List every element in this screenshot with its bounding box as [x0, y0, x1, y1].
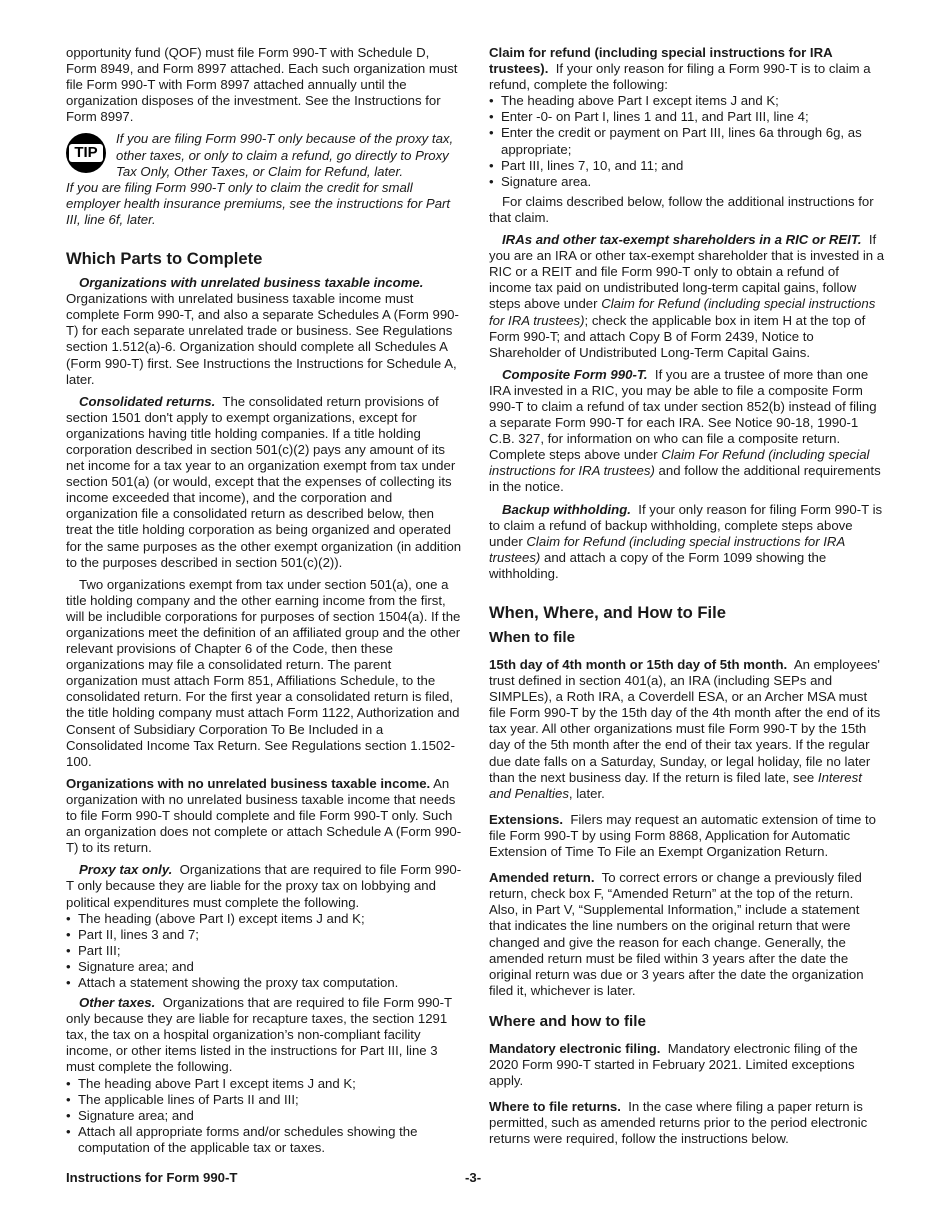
list-item: • Part II, lines 3 and 7;: [66, 927, 462, 943]
backup-paragraph: Backup withholding. If your only reason for filing Form 990-T is to claim a refund of backup withholding, complete steps above under Claim for Refund (including special instructions for IRA trustees) and attach a copy of the Form 1099 showing the withholding.: [489, 501, 883, 581]
footer-page-number: -3-: [465, 1170, 482, 1185]
list-item: • The heading above Part I except items J and K;: [66, 1076, 462, 1092]
other-taxes-paragraph: Other taxes. Organizations that are required to file Form 990-T only because they are liable for recapture taxes, the section 1291 tax, the tax on a hospital organization’s non-compliant facility income, or other items listed in the instructions for Part III, line 3 must complete the following.: [66, 995, 452, 1075]
due-date-paragraph: 15th day of 4th month or 15th day of 5th month. An employees' trust defined in section 401(a), an IRA (including SEPs and SIMPLEs), a Roth IRA, a Coverdell ESA, or an Archer MSA must file Form 990-T by the 15th day of the 4th month after the end of its tax year. All other organizations must file Form 990-T by the 15th day of the 5th month after the end of their tax years. If the regular due date falls on a Saturday, Sunday, or legal holiday, file no later than the next business day. If the return is filed late, see Interest and Penalties, later.: [489, 657, 881, 801]
tip-text-2: If you are filing Form 990-T only to claim the credit for small employer health insurance premiums, see the instructions for Part III, line 6f, later.: [66, 179, 451, 227]
list-item: • Signature area; and: [66, 1108, 462, 1124]
list-item: • Attach a statement showing the proxy tax computation.: [66, 975, 462, 991]
no-ubti-paragraph: Organizations with no unrelated business taxable income. An organization with no unrelated business taxable income that needs to file Form 990-T should complete and file Form 990-T only. Such an organization does not complete or attach Schedule A (Form 990-T) to its return.: [66, 775, 462, 856]
heading-which-parts: Which Parts to Complete: [66, 249, 263, 269]
qof-paragraph: opportunity fund (QOF) must file Form 990-T with Schedule D, Form 8949, and Form 8997 attached. Each such organization must file Form 990-T with Form 8997 attached annually until the organization disposes of the investment. See the Instructions for Form 8997.: [66, 45, 458, 125]
other-taxes-list: [66, 1076, 462, 1156]
composite-paragraph: Composite Form 990-T. If you are a trustee of more than one IRA invested in a RIC, you may be able to file a composite Form 990-T to claim a refund of tax under section 852(b) instead of filing a separate Form 990-T for each IRA. See Notice 90-18, 1990-1 C.B. 327, for information on who can file a composite return. Complete steps above under Claim For Refund (including special instructions for IRA trustees) and follow the additional requirements in the notice.: [489, 366, 881, 495]
heading-when-where-how: When, Where, and How to File: [489, 603, 726, 622]
ubti-paragraph: Organizations with unrelated business taxable income. Organizations with unrelated business taxable income must complete Form 990-T, and also a separate Schedules A (Form 990-T) for each separate unrelated trade or business. See Regulations section 1.512(a)-6. Organization should complete all Schedules A (Form 990-T) first. See Instructions the Instructions for Schedule A, later.: [66, 275, 459, 387]
list-item: • The applicable lines of Parts II and III;: [66, 1092, 462, 1108]
claim-list: [489, 93, 885, 190]
tip-block: [66, 131, 462, 228]
tip-text-1: If you are filing Form 990-T only because of the proxy tax, other taxes, or only to claim a refund, go directly to Proxy Tax Only, Other Taxes, or Claim for Refund, later.: [116, 131, 454, 179]
proxy-list: [66, 911, 462, 991]
list-item: • Signature area.: [489, 174, 885, 190]
two-orgs-paragraph: Two organizations exempt from tax under section 501(a), one a title holding company and the other earning income from the first, will be includible corporations for purposes of section 1504(a). If the organizations meet the definition of an affiliated group and the other relevant provisions of Chapter 6 of the Code, then these organizations may file a consolidated return. The parent organization must attach Form 851, Affiliations Schedule, to the consolidated return. For the first year a consolidated return is filed, the title holding company must attach Form 1122, Authorization and Consent of Subsidiary Corporation To Be Included in a Consolidated Income Tax Return. See Regulations section 1.1502-100.: [66, 576, 461, 769]
list-item: • Signature area; and: [66, 959, 462, 975]
mandatory-efile-paragraph: Mandatory electronic filing. Mandatory electronic filing of the 2020 Form 990-T started in February 2021. Limited exceptions apply.: [489, 1040, 858, 1089]
heading-where-how-to-file: Where and how to file: [489, 1012, 646, 1030]
extensions-paragraph: Extensions. Filers may request an automatic extension of time to file Form 990-T by using Form 8868, Application for Automatic Extension of Time To File an Exempt Organization Return.: [489, 811, 877, 860]
amended-paragraph: Amended return. To correct errors or change a previously filed return, check box F, “Amended Return” at the top of the return. Also, in Part V, “Supplemental Information,” include a statement that indicates the line numbers on the original return that were changed and give the reason for each change. Generally, the amended return must be filed within 3 years after the date the original return was due or 3 years after the date the organization filed it, whichever is later.: [489, 870, 864, 998]
consolidated-paragraph: Consolidated returns. The consolidated return provisions of section 1501 don't apply to exempt organizations, except for organizations having title holding companies. If a title holding corporation described in section 501(c)(2) pays any amount of its net income for a tax year to an organization exempt from tax under section 501(a) (or would, except that the expenses of collecting its income exceeded that income), and the corporation and organization file a consolidated return as described below, then treat the title holding corporation as being organized and operated for the same purposes as the other exempt organization (in addition to the purposes described in section 501(c)(2)).: [66, 393, 462, 570]
list-item: • Enter the credit or payment on Part III, lines 6a through 6g, as appropriate;: [489, 125, 885, 157]
proxy-paragraph: Proxy tax only. Organizations that are required to file Form 990-T only because they are liable for the proxy tax on lobbying and political expenditures must complete the following.: [66, 862, 462, 910]
list-item: • Part III, lines 7, 10, and 11; and: [489, 158, 885, 174]
tip-icon: TIP: [66, 133, 106, 173]
iras-paragraph: IRAs and other tax-exempt shareholders in a RIC or REIT. If you are an IRA or other tax-exempt shareholder that is invested in a RIC or a REIT and file Form 990-T only to obtain a refund of income tax paid on undistributed long-term capital gains, follow steps above under Claim for Refund (including special instructions for IRA trustees); check the applicable box in item H at the top of Form 990-T; and attach Copy B of Form 2439, Notice to Shareholder of Undistributed Long-Term Capital Gains.: [489, 232, 885, 360]
footer-form-title: Instructions for Form 990-T: [66, 1170, 238, 1185]
list-item: • The heading above Part I except items J and K;: [489, 93, 885, 109]
heading-when-to-file: When to file: [489, 629, 576, 646]
list-item: • Part III;: [66, 943, 462, 959]
left-column: [66, 45, 462, 1160]
where-to-file-paragraph: Where to file returns. In the case where filing a paper return is permitted, such as amended returns prior to the period electronic returns were required, follow the instructions below.: [489, 1099, 868, 1147]
claim-after-paragraph: For claims described below, follow the additional instructions for that claim.: [489, 193, 874, 225]
list-item: • The heading (above Part I) except items J and K;: [66, 911, 462, 927]
claim-paragraph: Claim for refund (including special instructions for IRA trustees). If your only reason for filing a Form 990-T is to claim a refund, complete the following:: [489, 45, 871, 93]
right-column: [489, 45, 885, 1153]
list-item: • Enter -0- on Part I, lines 1 and 11, and Part III, line 4;: [489, 109, 885, 125]
list-item: • Attach all appropriate forms and/or schedules showing the computation of the applicable tax or taxes.: [66, 1124, 462, 1156]
